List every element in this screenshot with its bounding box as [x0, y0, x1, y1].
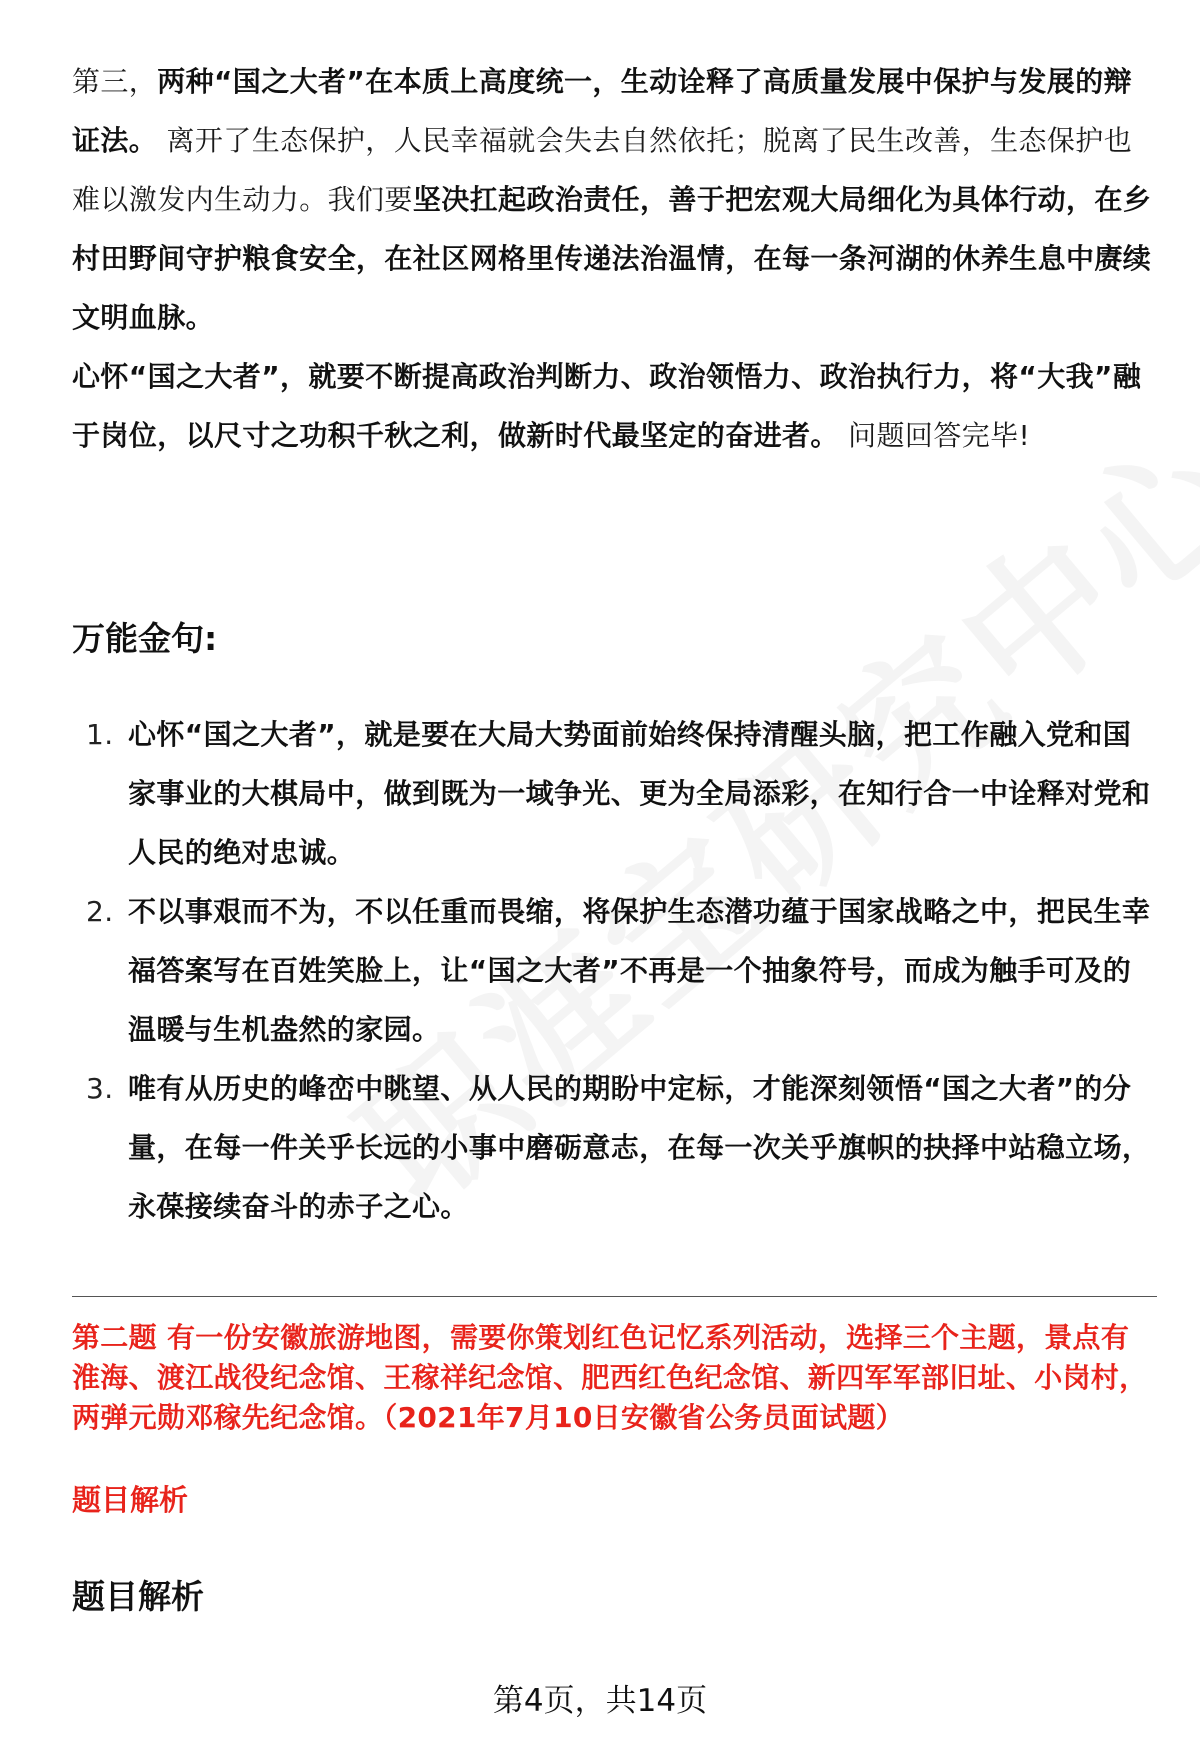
bold-conclusion: 心怀“国之大者”，就要不断提高政治判断力、政治领悟力、政治执行力，将“大我”融于岗位，以尺寸之功积千秋之利，做新时代最坚定的奋进者。	[72, 360, 1142, 452]
bold-thesis: 两种“国之大者”在本质上高度统一，生动诠释了高质量发展中保护与发展的辩证法。	[72, 65, 1133, 157]
golden-sentences-list	[72, 705, 1157, 1236]
list-item-number: 2.	[86, 895, 114, 928]
paragraph-third-point	[72, 52, 1157, 347]
list-item	[72, 1059, 1157, 1236]
golden-sentences-heading: 万能金句:	[72, 619, 218, 658]
list-item	[72, 705, 1157, 882]
list-item-number: 3.	[86, 1072, 114, 1105]
list-item-text: 唯有从历史的峰峦中眺望、从人民的期盼中定标，才能深刻领悟“国之大者”的分量，在每一件关乎长远的小事中磨砺意志，在每一次关乎旗帜的抉择中站稳立场，永葆接续奋斗的赤子之心。	[128, 1072, 1151, 1223]
paragraph-body: 离开了生态保护，人民幸福就会失去自然依托；脱离了民生改善，生态保护也难以激发内生动力。我们要	[72, 124, 1133, 216]
analysis-label-red: 题目解析	[72, 1483, 189, 1517]
section-divider	[72, 1296, 1157, 1297]
paragraph-conclusion	[72, 347, 1157, 465]
list-item-text: 心怀“国之大者”，就是要在大局大势面前始终保持清醒头脑，把工作融入党和国家事业的大棋局中，做到既为一域争光、更为全局添彩，在知行合一中诠释对党和人民的绝对忠诚。	[128, 718, 1151, 869]
analysis-heading: 题目解析	[72, 1577, 204, 1616]
list-item-text: 不以事艰而不为，不以任重而畏缩，将保护生态潜功蕴于国家战略之中，把民生幸福答案写在百姓笑脸上，让“国之大者”不再是一个抽象符号，而成为触手可及的温暖与生机盎然的家园。	[128, 895, 1151, 1046]
answer-end-text: 问题回答完毕!	[838, 419, 1031, 452]
page-footer: 第4页，共14页	[492, 1683, 708, 1719]
list-item	[72, 882, 1157, 1059]
bold-action: 坚决扛起政治责任，善于把宏观大局细化为具体行动，在乡村田野间守护粮食安全，在社区网格里传递法治温情，在每一条河湖的休养生息中赓续文明血脉。	[72, 183, 1152, 334]
paragraph-lead: 第三，	[72, 65, 158, 98]
question-two-title: 第二题 有一份安徽旅游地图，需要你策划红色记忆系列活动，选择三个主题，景点有淮海、渡江战役纪念馆、王稼祥纪念馆、肥西红色纪念馆、新四军军部旧址、小岗村，两弹元勋邓稼先纪念馆。（2021年7月10日安徽省公务员面试题）	[72, 1321, 1148, 1434]
list-item-number: 1.	[86, 718, 114, 751]
